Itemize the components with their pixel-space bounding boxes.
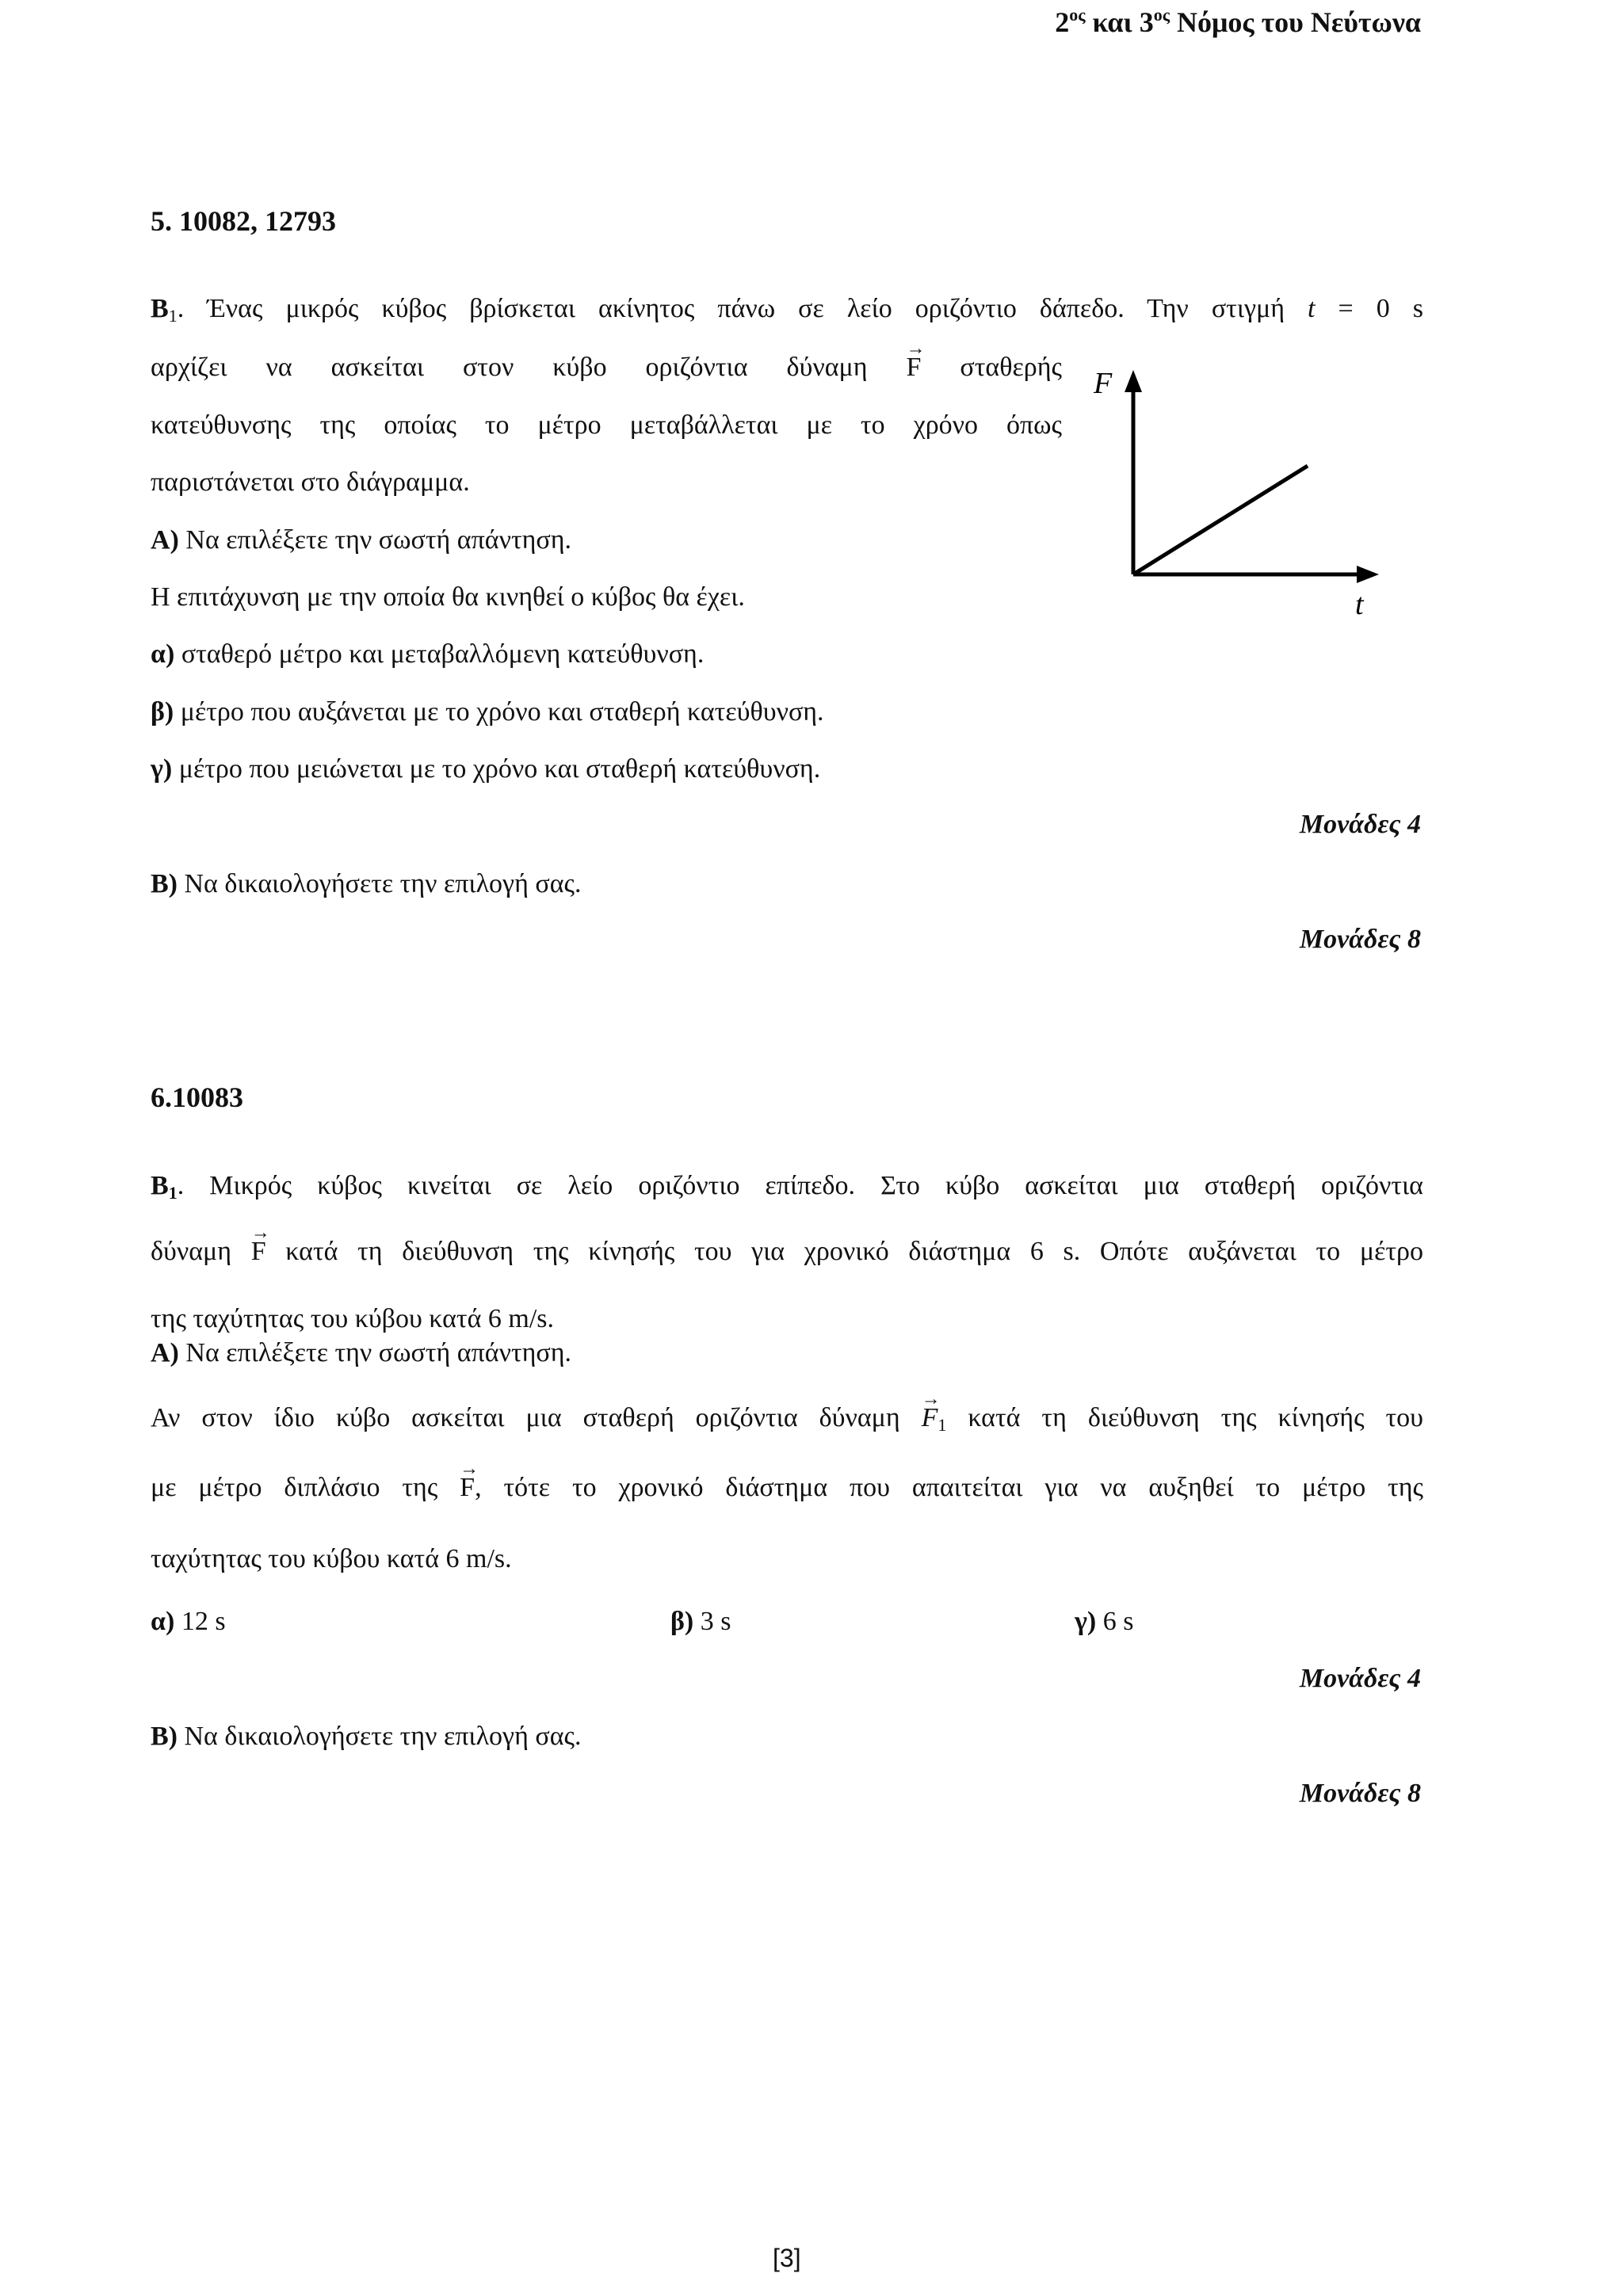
ex6-line-5 (151, 1402, 1423, 1441)
ex5-opt-b-label: β) (151, 697, 174, 727)
ex6-bb-text: Να δικαιολογήσετε την επιλογή σας. (178, 1722, 582, 1751)
ex6-line2-b: κατά τη διεύθυνση της κίνησής του για χρονικό διάστημα 6 s. Οπότε αυξάνεται το μέτρο (265, 1237, 1423, 1266)
ex5-bb-text: Να δικαιολογήσετε την επιλογή σας. (178, 869, 582, 898)
ex6-option-a (151, 1606, 226, 1638)
page-header (1055, 5, 1421, 39)
ex5-a-label: Α) (151, 525, 179, 555)
ex6-opt-c-label: γ) (1075, 1607, 1097, 1636)
ex6-opt-a-label: α) (151, 1607, 175, 1636)
ex6-b-sub: 1 (168, 1183, 178, 1203)
ex6-line6-a: με μέτρο διπλάσιο της (151, 1473, 460, 1502)
ex5-question: Η επιτάχυνση με την οποία θα κινηθεί ο κύβος θα έχει. (151, 582, 745, 612)
ex5-opt-a-text: σταθερό μέτρο και μεταβαλλόμενη κατεύθυνση. (174, 639, 705, 669)
ex5-line1-tail: = 0 s (1315, 294, 1423, 323)
diagram-x-arrowhead (1357, 566, 1379, 583)
ex5-option-b (151, 696, 824, 728)
force-vector-symbol: → F (251, 1236, 266, 1268)
ex6-a-text: Να επιλέξετε την σωστή απάντηση. (178, 1338, 571, 1367)
ex5-opt-c-text: μέτρο που μειώνεται με το χρόνο και σταθερή κατεύθυνση. (172, 754, 821, 784)
ex6-opt-c-text: 6 s (1096, 1607, 1134, 1636)
header-mid: και 3 (1085, 6, 1154, 38)
exercise-5-title: 5. 10082, 12793 (151, 205, 336, 237)
ex5-marks-b: Μονάδες 8 (1299, 925, 1421, 954)
ex5-a-text: Να επιλέξετε την σωστή απάντηση. (178, 525, 571, 555)
ex5-opt-c-label: γ) (151, 754, 173, 784)
ex5-option-c (151, 753, 820, 785)
ex5-opt-b-text: μέτρο που αυξάνεται με το χρόνο και σταθερή κατεύθυνση. (174, 697, 824, 727)
ex6-b-label: Β (151, 1171, 169, 1200)
ex6-option-b (670, 1606, 731, 1638)
ex6-question-b (151, 1721, 581, 1753)
force-vector-symbol: → F (460, 1472, 475, 1504)
ex6-line-7: ταχύτητας του κύβου κατά 6 m/s. (151, 1544, 512, 1573)
ex5-line-3: κατεύθυνσης της οποίας το μέτρο μεταβάλλεται με το χρόνο όπως (151, 410, 1062, 440)
ex5-bb-label: Β) (151, 869, 178, 898)
ex5-line1-text: . Ένας μικρός κύβος βρίσκεται ακίνητος πάνω σε λείο οριζόντιο δάπεδο. Την στιγμή (177, 294, 1308, 323)
ex6-line5-a: Αν στον ίδιο κύβο ασκείται μια σταθερή οριζόντια δύναμη (151, 1403, 922, 1432)
ex6-question-a (151, 1337, 571, 1369)
ex5-b-sub: 1 (168, 306, 178, 326)
ex5-option-a (151, 639, 704, 670)
ex5-question-b (151, 868, 581, 900)
diagram-x-label: t (1355, 588, 1364, 621)
ex5-line-2 (151, 352, 1062, 383)
ex6-line6-b: , τότε το χρονικό διάστημα που απαιτείται για να αυξηθεί το μέτρο της (475, 1473, 1423, 1502)
ex6-opt-b-label: β) (670, 1607, 694, 1636)
force-time-diagram (1086, 360, 1403, 630)
header-tail: Νόμος του Νεύτωνα (1169, 6, 1421, 38)
page-number: [3] (773, 2244, 801, 2272)
ex6-marks-b: Μονάδες 8 (1299, 1779, 1421, 1808)
ex6-option-c (1075, 1606, 1133, 1638)
ex5-line-4: παριστάνεται στο διάγραμμα. (151, 467, 470, 497)
exercise-6-title: 6.10083 (151, 1081, 243, 1113)
ex5-t-symbol: t (1308, 294, 1316, 323)
ex6-line5-b: κατά τη διεύθυνση της κίνησής του (946, 1403, 1423, 1432)
diagram-y-arrowhead (1125, 370, 1142, 392)
ex6-opt-b-text: 3 s (693, 1607, 731, 1636)
ex6-a-label: Α) (151, 1338, 179, 1367)
force-f1-vector-symbol: → F (922, 1402, 938, 1434)
ex6-opt-a-text: 12 s (174, 1607, 226, 1636)
ex5-line2-b: σταθερής (921, 353, 1062, 382)
header-number-2: 2 (1055, 6, 1070, 38)
ex6-line-6 (151, 1472, 1423, 1504)
header-sup-1: ος (1069, 5, 1086, 25)
ex6-bb-label: Β) (151, 1722, 178, 1751)
diagram-force-line (1133, 466, 1308, 574)
force-vector-symbol: → F (907, 352, 922, 383)
ex5-b-label: Β (151, 294, 169, 323)
ex5-line-1 (151, 293, 1423, 332)
ex6-line2-a: δύναμη (151, 1237, 251, 1266)
ex5-marks-a: Μονάδες 4 (1299, 810, 1421, 839)
diagram-y-label: F (1094, 367, 1113, 400)
ex6-line-2 (151, 1236, 1423, 1268)
ex6-line-3: της ταχύτητας του κύβου κατά 6 m/s. (151, 1304, 555, 1333)
ex6-marks-a: Μονάδες 4 (1299, 1664, 1421, 1693)
ex5-opt-a-label: α) (151, 639, 175, 669)
ex5-question-a (151, 524, 571, 556)
ex6-line1-text: . Μικρός κύβος κινείται σε λείο οριζόντιο επίπεδο. Στο κύβο ασκείται μια σταθερή οριζόντια (177, 1171, 1423, 1200)
header-sup-2: ος (1153, 5, 1170, 25)
ex6-f1-sub: 1 (938, 1415, 947, 1435)
ex6-line-1 (151, 1170, 1423, 1209)
ex5-line2-a: αρχίζει να ασκείται στον κύβο οριζόντια δύναμη (151, 353, 907, 382)
